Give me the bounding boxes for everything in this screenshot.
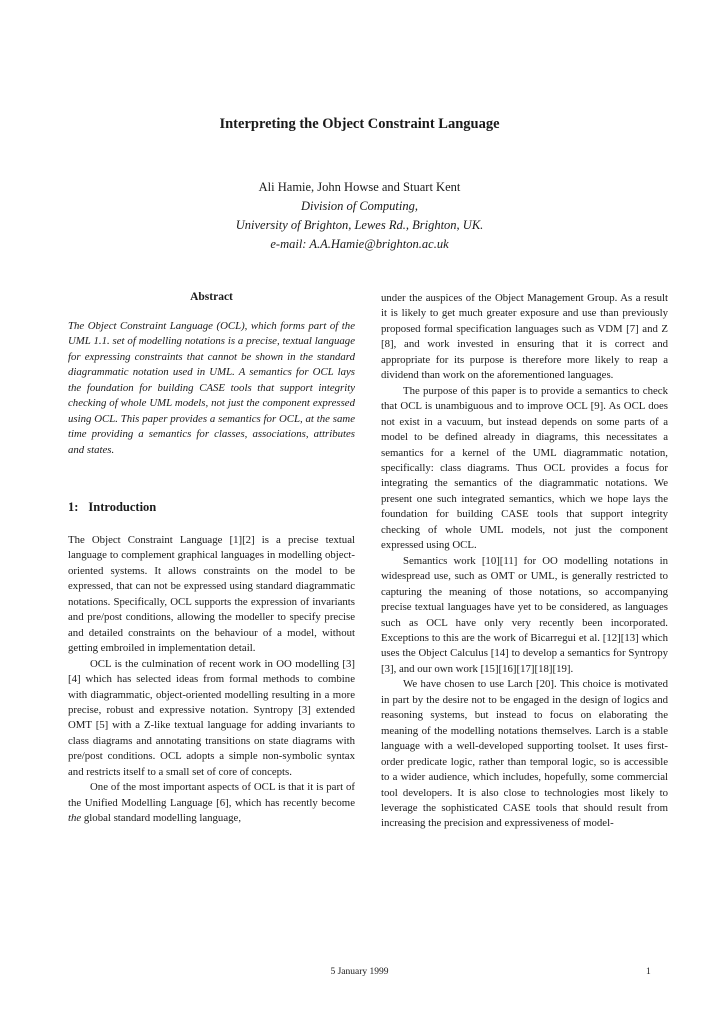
author-block (0, 178, 719, 254)
right-paragraph-1: under the auspices of the Object Management Group. As a result it is likely to get much greater exposure and use than previously proposed formal specification languages such as VDM [7] and Z [8], and work invested in ensuring that it is correct and appropriate for its purpose is therefore more likely to reap a dividend than work on the aforementioned languages. (381, 292, 668, 382)
right-column (381, 291, 668, 832)
right-paragraph-2: The purpose of this paper is to provide a semantics to check that OCL is unambiguous and to improve OCL [9]. As OCL does not exist in a vacuum, but instead depends on some parts of a model to be defined already in diagrams, this necessitates a semantics for a kernel of the UML diagrammatic notation, specifically: class diagrams. Thus OCL provides a focus for integrating the semantics of the diagrammatic notations. We present one such integrated semantics, which we hope lays the foundation for building CASE tools that support integrity checking of whole UML models, not just the component expressed using OCL. (381, 384, 668, 552)
right-paragraph-3: Semantics work [10][11] for OO modelling notations in widespread use, such as OMT or UML, is generally restricted to capturing the meaning of those notations, so accompanying precise textual languages have yet to be considered, as languages such as OCL have only very recently been incorporated. Exceptions to this are the work of Bicarregui et al. [12][13] which uses the Object Calculus [14] to develop a semantics for Syntropy [3], and our own work [15][16][17][18][19]. (381, 554, 668, 675)
footer-date: 5 January 1999 (330, 967, 389, 977)
intro-paragraph-3 (68, 780, 355, 826)
affiliation-dept: Division of Computing, (300, 199, 419, 213)
paper-title: Interpreting the Object Constraint Language (219, 116, 500, 132)
abstract-heading: Abstract (190, 291, 233, 303)
introduction-body (68, 533, 355, 827)
right-paragraph-4: We have chosen to use Larch [20]. This choice is motivated in part by the desire not to be engaged in the design of logics and reasoning systems, but instead to focus on elaborating the meaning of the modelling notations themselves. Larch is a stable language with a well-developed supporting toolset. It uses first-order predicate logic, rather than temporal logic, so is accessible to a wider audience, which includes, hopefully, some commercial tool developers. It is also close to technologies most likely to leverage the sophisticated CASE tools that should result from increasing the precision and expressiveness of model- (381, 678, 668, 830)
author-email: e-mail: A.A.Hamie@brighton.ac.uk (270, 237, 449, 251)
emphasis-the: the (68, 812, 82, 825)
affiliation-univ: University of Brighton, Lewes Rd., Brighton, UK. (235, 218, 484, 232)
intro-paragraph-3-start: One of the most important aspects of OCL is that it is part of the Unified Modelling Language [6], which has recently become (68, 781, 355, 809)
intro-paragraph-2: OCL is the culmination of recent work in OO modelling [3][4] which has selected ideas from formal methods to combine with diagrammatic, object-oriented modelling resulting in a more precise, robust and expressive notation. Syntropy [3] extended OMT [5] with a Z-like textual language for adding invariants to class diagrams and annotating transitions on state diagrams with pre/post conditions. OCL adopts a simple non-symbolic syntax and restricts itself to a small set of core of concepts. (68, 657, 355, 778)
section-title: Introduction (88, 500, 157, 514)
page-number: 1 (646, 967, 651, 977)
intro-paragraph-3-end: global standard modelling language, (81, 812, 242, 825)
section-number: 1: (68, 500, 79, 514)
section-heading-introduction (68, 500, 355, 515)
authors: Ali Hamie, John Howse and Stuart Kent (258, 180, 461, 194)
intro-paragraph-1: The Object Constraint Language [1][2] is a precise textual language to complement graphical languages in modelling object-oriented systems. It allows constraints on the model to be expressed, that can not be expressed using standard diagrammatic notations. Specifically, OCL supports the expression of invariants and pre/post conditions, allowing the modeller to specify precise and detailed constraints on the behaviour of a model, without getting embroiled in implementation detail. (68, 534, 355, 655)
abstract-text: The Object Constraint Language (OCL), which forms part of the UML 1.1. set of modelling notations is a precise, textual language for expressing constraints that cannot be shown in the standard diagrammatic notation used in UML. A semantics for OCL lays the foundation for building CASE tools that support integrity checking of whole UML models, not just the component expressed using OCL. This paper provides a semantics for OCL, at the same time providing a semantics for classes, associations, attributes and states. (68, 320, 355, 456)
